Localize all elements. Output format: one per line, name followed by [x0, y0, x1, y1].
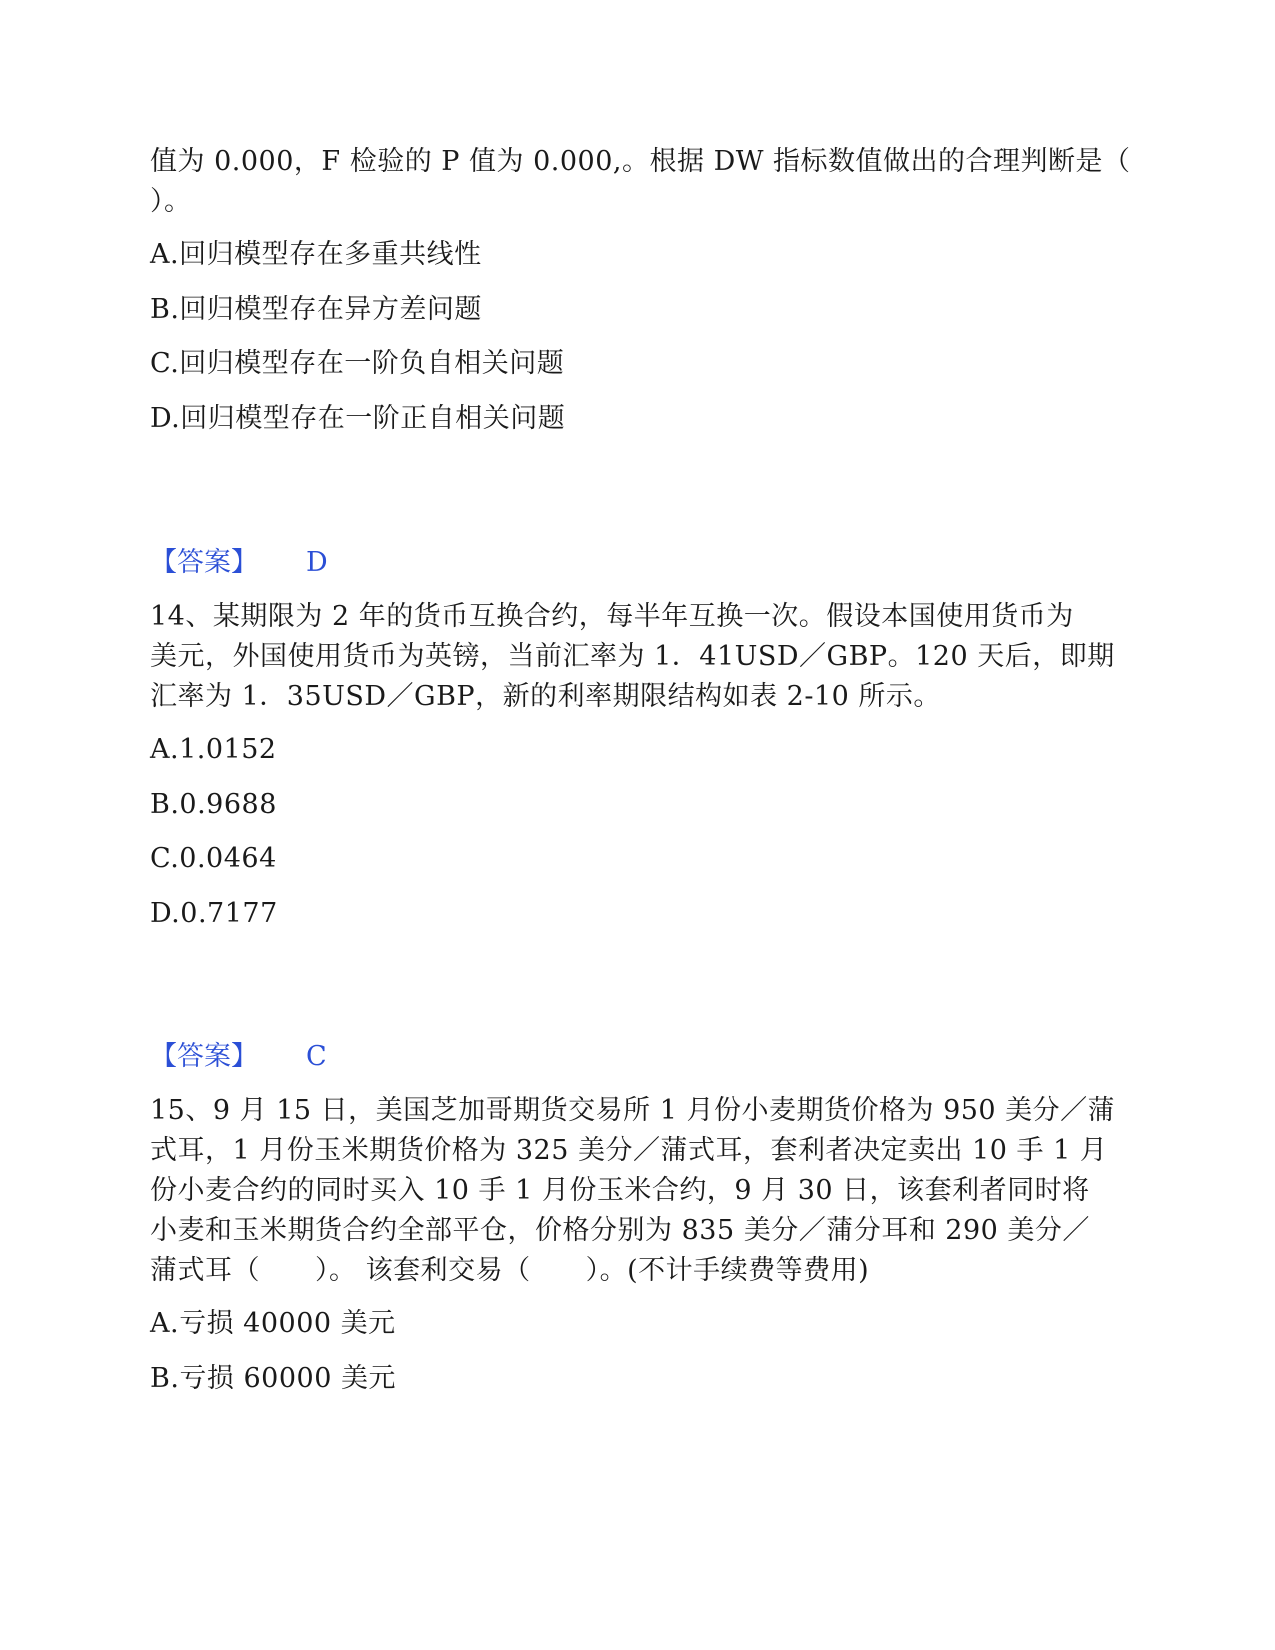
q13-stem-line-1: 值为 0.000，F 检验的 P 值为 0.000,。根据 DW 指标数值做出的合理判断是（	[150, 146, 1131, 177]
q13-answer-value: D	[306, 547, 328, 578]
q14-answer-label: 【答案】	[150, 1041, 258, 1072]
q13-stem-line-2: ）。	[150, 186, 192, 217]
q14-answer-value: C	[306, 1041, 327, 1072]
q14-option-d: D.0.7177	[150, 898, 278, 929]
q15-stem-line-4: 小麦和玉米期货合约全部平仓，价格分别为 835 美分／蒲分耳和 290 美分／	[150, 1215, 1090, 1246]
q15-stem-line-1: 15、9 月 15 日，美国芝加哥期货交易所 1 月份小麦期货价格为 950 美分／蒲	[150, 1095, 1116, 1126]
q15-option-a: A.亏损 40000 美元	[150, 1308, 396, 1339]
q15-stem-line-3: 份小麦合约的同时买入 10 手 1 月份玉米合约，9 月 30 日，该套利者同时将	[150, 1175, 1090, 1206]
q14-option-a: A.1.0152	[150, 734, 277, 765]
q13-option-a: A.回归模型存在多重共线性	[150, 239, 482, 270]
q14-option-c: C.0.0464	[150, 843, 277, 874]
q14-answer	[150, 1037, 327, 1077]
q15-stem-line-5: 蒲式耳（ ）。 该套利交易（ ）。(不计手续费等费用)	[150, 1255, 870, 1286]
q15-option-b: B.亏损 60000 美元	[150, 1363, 396, 1394]
q13-answer	[150, 543, 328, 583]
q14-stem-line-2: 美元，外国使用货币为英镑，当前汇率为 1．41USD／GBP。120 天后，即期	[150, 641, 1115, 672]
q13-option-b: B.回归模型存在异方差问题	[150, 294, 482, 325]
q14-option-b: B.0.9688	[150, 789, 277, 820]
q14-stem-line-1: 14、某期限为 2 年的货币互换合约，每半年互换一次。假设本国使用货币为	[150, 601, 1074, 632]
q14-stem-line-3: 汇率为 1．35USD／GBP，新的利率期限结构如表 2-10 所示。	[150, 681, 941, 712]
q13-answer-label: 【答案】	[150, 547, 258, 578]
q13-option-c: C.回归模型存在一阶负自相关问题	[150, 348, 565, 379]
q13-option-d: D.回归模型存在一阶正自相关问题	[150, 403, 566, 434]
q15-stem-line-2: 式耳，1 月份玉米期货价格为 325 美分／蒲式耳，套利者决定卖出 10 手 1 月	[150, 1135, 1108, 1166]
